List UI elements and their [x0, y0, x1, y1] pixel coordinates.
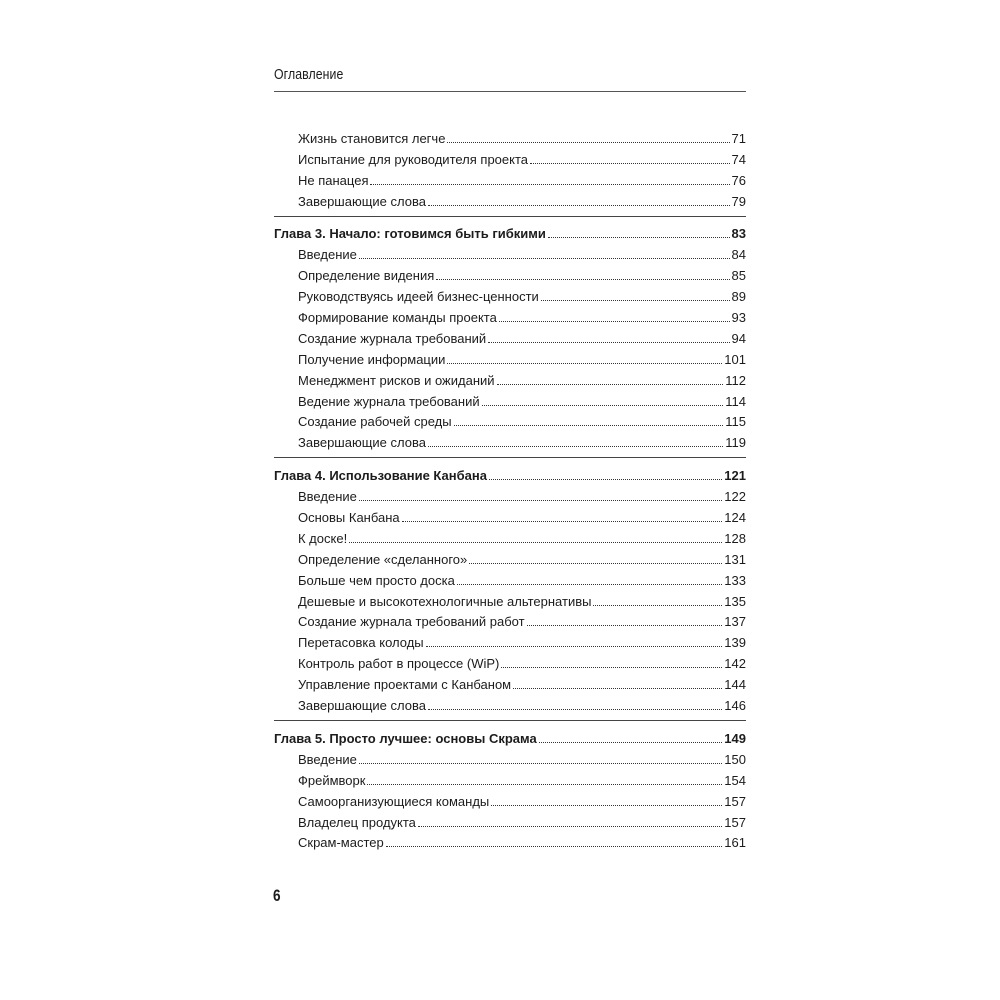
chapter-entry-page: 83 — [731, 226, 746, 242]
toc-entry-page: 142 — [724, 656, 746, 672]
toc-entry — [274, 284, 746, 305]
toc-section — [274, 126, 746, 210]
dot-leader — [497, 383, 724, 385]
toc-entry — [274, 430, 746, 451]
toc-entry-page: 71 — [731, 130, 746, 146]
dot-leader — [402, 520, 723, 522]
toc-entry-page: 137 — [724, 614, 746, 630]
toc-entry-title: Ведение журнала требований — [298, 393, 480, 409]
toc-entry — [274, 126, 746, 147]
toc-entry-page: 124 — [724, 510, 746, 526]
toc-entry-page: 133 — [724, 572, 746, 588]
section-divider — [274, 216, 746, 217]
toc-entry-title: Завершающие слова — [298, 193, 426, 209]
section-divider — [274, 457, 746, 458]
toc-entry-title: Создание рабочей среды — [298, 414, 452, 430]
toc-entry-page: 89 — [731, 289, 746, 305]
toc-entry-title: Получение информации — [298, 351, 446, 367]
toc-entry-page: 76 — [731, 172, 746, 188]
toc-entry-page: 93 — [731, 310, 746, 326]
chapter-entry-title: Глава 5. Просто лучшее: основы Скрама — [274, 730, 537, 746]
toc-entry-page: 146 — [724, 698, 746, 714]
dot-leader — [370, 183, 729, 185]
toc-entry — [274, 410, 746, 431]
dot-leader — [454, 424, 724, 426]
toc-entry — [274, 589, 746, 610]
toc-entry-page: 79 — [731, 193, 746, 209]
toc-entry-page: 150 — [724, 751, 746, 767]
toc-entry — [274, 526, 746, 547]
toc-entry-page: 122 — [724, 489, 746, 505]
toc-section — [274, 720, 746, 851]
toc-entry — [274, 568, 746, 589]
toc-entry-title: Завершающие слова — [298, 698, 426, 714]
toc-entry-page: 115 — [725, 414, 746, 430]
toc-entry-title: Формирование команды проекта — [298, 310, 497, 326]
toc-entry-title: Основы Канбана — [298, 510, 400, 526]
toc-entry — [274, 484, 746, 505]
dot-leader — [359, 762, 722, 764]
dot-leader — [548, 236, 730, 238]
chapter-entry — [274, 222, 746, 243]
dot-leader — [469, 562, 722, 564]
toc-entry — [274, 189, 746, 210]
toc-entry-title: Перетасовка колоды — [298, 635, 424, 651]
dot-leader — [428, 445, 723, 447]
toc-entry-title: Скрам-мастер — [298, 835, 384, 851]
toc-entry — [274, 693, 746, 714]
toc-entry — [274, 672, 746, 693]
chapter-entry-title: Глава 4. Использование Канбана — [274, 468, 487, 484]
running-header — [274, 66, 746, 84]
section-divider — [274, 720, 746, 721]
toc-entry — [274, 263, 746, 284]
dot-leader — [513, 687, 722, 689]
header-rule — [274, 91, 746, 92]
toc-entry-title: Менеджмент рисков и ожиданий — [298, 372, 495, 388]
toc-entry — [274, 505, 746, 526]
toc-entry-title: Фреймворк — [298, 772, 366, 788]
toc-entry-title: Определение видения — [298, 268, 435, 284]
toc-entry-title: Введение — [298, 751, 357, 767]
dot-leader — [349, 541, 722, 543]
toc-entry-title: Не панацея — [298, 172, 369, 188]
toc-entry — [274, 547, 746, 568]
toc-entry-title: Определение «сделанного» — [298, 551, 468, 567]
toc-entry — [274, 305, 746, 326]
chapter-entry — [274, 726, 746, 747]
toc-section — [274, 457, 746, 714]
dot-leader — [428, 708, 722, 710]
toc-entry-title: Жизнь становится легче — [298, 130, 446, 146]
dot-leader — [482, 404, 724, 406]
toc-entry-page: 157 — [724, 814, 746, 830]
toc-entry-page: 131 — [724, 551, 746, 567]
toc-entry-title: Больше чем просто доска — [298, 572, 455, 588]
toc-entry-title: Введение — [298, 247, 357, 263]
toc-entry — [274, 168, 746, 189]
toc-entry-page: 94 — [731, 330, 746, 346]
toc-entry-page: 101 — [724, 351, 746, 367]
toc-entry — [274, 347, 746, 368]
toc-entry-title: К доске! — [298, 530, 348, 546]
dot-leader — [499, 320, 730, 322]
toc-entry — [274, 651, 746, 672]
toc-entry-title: Создание журнала требований — [298, 330, 487, 346]
toc-entry — [274, 326, 746, 347]
toc-entry-page: 161 — [724, 835, 746, 851]
toc-entry-title: Испытание для руководителя проекта — [298, 151, 529, 167]
toc-entry-page: 85 — [731, 268, 746, 284]
dot-leader — [527, 624, 723, 626]
dot-leader — [436, 278, 729, 280]
dot-leader — [447, 362, 722, 364]
toc-entry — [274, 768, 746, 789]
table-of-contents — [274, 126, 746, 851]
toc-entry — [274, 747, 746, 768]
dot-leader — [447, 141, 729, 143]
dot-leader — [428, 204, 730, 206]
toc-entry-title: Самоорганизующиеся команды — [298, 793, 490, 809]
toc-entry — [274, 610, 746, 631]
chapter-entry-page: 149 — [724, 730, 746, 746]
toc-entry — [274, 789, 746, 810]
dot-leader — [541, 299, 730, 301]
dot-leader — [491, 804, 722, 806]
dot-leader — [530, 162, 730, 164]
toc-entry-page: 84 — [731, 247, 746, 263]
dot-leader — [488, 341, 729, 343]
toc-entry — [274, 242, 746, 263]
toc-entry-title: Завершающие слова — [298, 435, 426, 451]
dot-leader — [539, 741, 723, 743]
chapter-entry-title: Глава 3. Начало: готовимся быть гибкими — [274, 226, 546, 242]
toc-entry-title: Контроль работ в процессе (WiP) — [298, 656, 500, 672]
dot-leader — [457, 583, 722, 585]
dot-leader — [593, 604, 722, 606]
chapter-entry-page: 121 — [724, 468, 746, 484]
dot-leader — [426, 645, 723, 647]
toc-entry-page: 119 — [725, 435, 746, 451]
toc-entry-title: Владелец продукта — [298, 814, 416, 830]
toc-entry-page: 74 — [731, 151, 746, 167]
toc-entry-title: Введение — [298, 489, 357, 505]
toc-section — [274, 216, 746, 452]
toc-entry — [274, 831, 746, 852]
toc-entry — [274, 368, 746, 389]
page-number: 6 — [273, 886, 281, 905]
toc-entry-title: Дешевые и высокотехнологичные альтернативы — [298, 593, 592, 609]
toc-entry — [274, 147, 746, 168]
toc-entry-title: Руководствуясь идеей бизнес-ценности — [298, 289, 539, 305]
toc-entry-page: 139 — [724, 635, 746, 651]
toc-entry-page: 112 — [725, 372, 746, 388]
toc-entry-title: Создание журнала требований работ — [298, 614, 525, 630]
dot-leader — [418, 825, 722, 827]
toc-entry — [274, 810, 746, 831]
toc-entry-title: Управление проектами с Канбаном — [298, 677, 512, 693]
dot-leader — [367, 783, 722, 785]
toc-entry-page: 128 — [724, 530, 746, 546]
toc-entry-page: 114 — [725, 393, 746, 409]
dot-leader — [489, 478, 722, 480]
toc-entry-page: 144 — [724, 677, 746, 693]
dot-leader — [386, 845, 723, 847]
toc-entry-page: 154 — [724, 772, 746, 788]
toc-entry — [274, 389, 746, 410]
header-title: Оглавление — [274, 66, 344, 83]
toc-entry — [274, 630, 746, 651]
toc-entry-page: 135 — [724, 593, 746, 609]
dot-leader — [359, 257, 730, 259]
dot-leader — [359, 499, 722, 501]
dot-leader — [501, 666, 722, 668]
chapter-entry — [274, 463, 746, 484]
toc-entry-page: 157 — [724, 793, 746, 809]
